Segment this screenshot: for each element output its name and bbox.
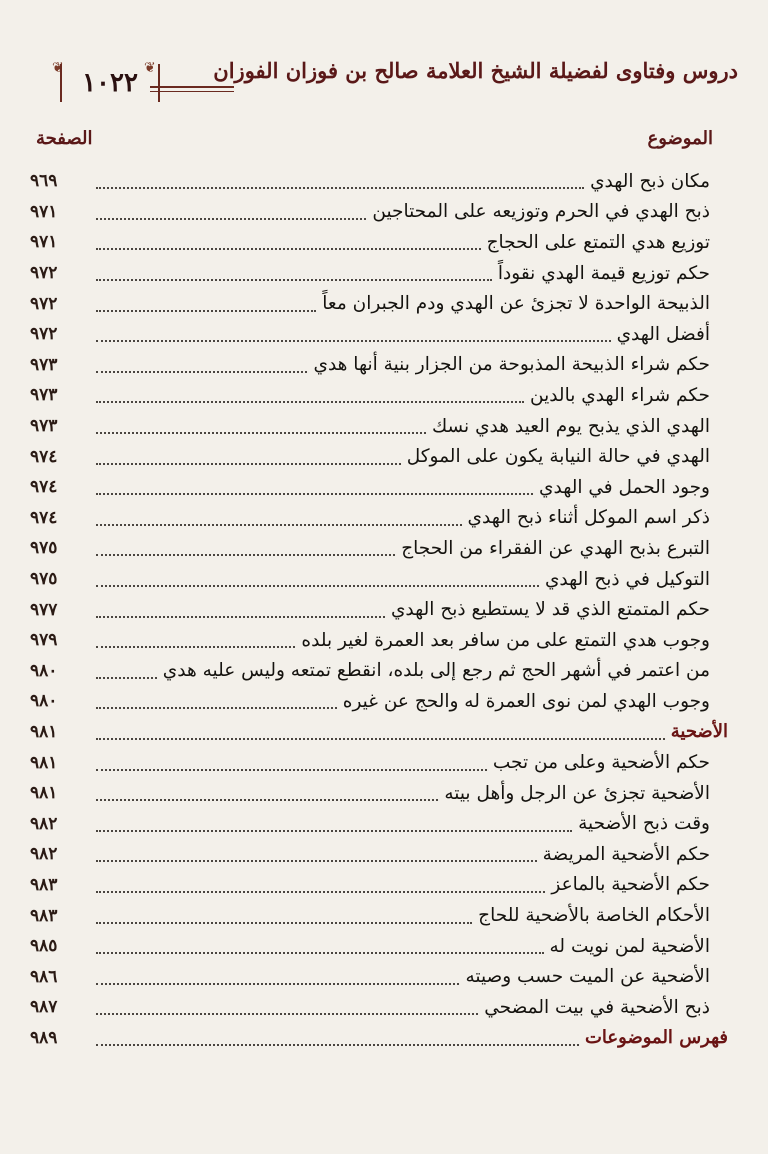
toc-list <box>30 166 728 1053</box>
leader-dots <box>96 540 395 556</box>
leader-dots <box>96 234 481 250</box>
toc-entry-page: ٩٧٧ <box>30 599 58 620</box>
toc-entry <box>30 350 728 381</box>
leader-dots <box>96 632 295 648</box>
toc-entry-page: ٩٨٧ <box>30 997 58 1018</box>
toc-entry-page: ٩٧٣ <box>30 354 58 375</box>
toc-entry-page: ٩٧٢ <box>30 324 58 345</box>
toc-entry-title: حكم شراء الهدي بالدين <box>529 384 710 406</box>
toc-entry-title: مكان ذبح الهدي <box>590 170 710 192</box>
toc-entry-title: حكم شراء الذبيحة المذبوحة من الجزار بنية أنها هدي <box>313 354 710 376</box>
leader-dots <box>96 908 472 924</box>
leader-dots <box>96 816 572 832</box>
toc-entry-title: الأحكام الخاصة بالأضحية للحاج <box>478 905 710 927</box>
toc-entry <box>30 961 728 992</box>
toc-entry-page: ٩٨٠ <box>30 691 58 712</box>
toc-entry <box>30 808 728 839</box>
leader-dots <box>96 938 544 954</box>
leader-dots <box>96 479 533 495</box>
toc-entry-page: ٩٦٩ <box>30 171 58 192</box>
toc-entry <box>30 900 728 931</box>
leader-dots <box>96 755 487 771</box>
toc-entry <box>30 380 728 411</box>
leader-dots <box>96 204 366 220</box>
toc-entry-title: وقت ذبح الأضحية <box>578 813 710 835</box>
toc-entry-title: الأضحية عن الميت حسب وصيته <box>465 966 710 988</box>
leader-dots <box>96 449 401 465</box>
toc-entry-title: حكم الأضحية بالماعز <box>551 874 710 896</box>
toc-entry <box>30 625 728 656</box>
toc-entry <box>30 411 728 442</box>
toc-entry-page: ٩٧٣ <box>30 385 58 406</box>
toc-entry-page: ٩٧١ <box>30 232 58 253</box>
toc-entry-title: حكم توزيع قيمة الهدي نقوداً <box>497 262 710 284</box>
toc-entry-title: ذبح الهدي في الحرم وتوزيعه على المحتاجين <box>372 201 710 223</box>
toc-entry <box>30 564 728 595</box>
toc-entry-title: فهرس الموضوعات <box>584 1027 728 1049</box>
leader-dots <box>96 663 157 679</box>
leader-dots <box>96 724 665 740</box>
toc-entry-page: ٩٧٥ <box>30 538 58 559</box>
toc-entry-title: الذبيحة الواحدة لا تجزئ عن الهدي ودم الجبران معاً <box>322 293 710 315</box>
toc-entry <box>30 227 728 258</box>
leader-dots <box>96 326 611 342</box>
toc-entry-page: ٩٨٢ <box>30 844 58 865</box>
toc-entry <box>30 319 728 350</box>
toc-entry-page: ٩٨١ <box>30 721 58 742</box>
toc-entry-page: ٩٧٣ <box>30 416 58 437</box>
toc-entry <box>30 778 728 809</box>
header-rule <box>150 86 234 88</box>
toc-section-heading <box>30 717 728 748</box>
toc-entry <box>30 594 728 625</box>
toc-entry-page: ٩٧٥ <box>30 569 58 590</box>
toc-entry-page: ٩٨١ <box>30 783 58 804</box>
toc-entry-title: أفضل الهدي <box>616 323 710 345</box>
toc-entry <box>30 166 728 197</box>
toc-entry-page: ٩٧٤ <box>30 507 58 528</box>
toc-entry-title: وجود الحمل في الهدي <box>539 476 710 498</box>
toc-entry <box>30 870 728 901</box>
page-number: ١٠٢٢ <box>60 64 160 102</box>
toc-entry-page: ٩٧٤ <box>30 477 58 498</box>
toc-entry-title: التبرع بذبح الهدي عن الفقراء من الحجاج <box>401 537 710 559</box>
toc-entry-title: حكم الأضحية وعلى من تجب <box>492 752 710 774</box>
leader-dots <box>96 1030 579 1046</box>
toc-entry <box>30 992 728 1023</box>
toc-entry <box>30 288 728 319</box>
toc-entry-title: ذبح الأضحية في بيت المضحي <box>484 996 710 1018</box>
leader-dots <box>96 999 478 1015</box>
leader-dots <box>96 510 462 526</box>
toc-section-heading <box>30 1023 728 1054</box>
leader-dots <box>96 969 459 985</box>
toc-entry-page: ٩٨٣ <box>30 905 58 926</box>
toc-entry-page: ٩٧٢ <box>30 293 58 314</box>
toc-entry-page: ٩٨٩ <box>30 1027 58 1048</box>
toc-entry-title: التوكيل في ذبح الهدي <box>544 568 710 590</box>
toc-entry-title: الأضحية <box>670 721 728 743</box>
leader-dots <box>96 571 539 587</box>
leader-dots <box>96 173 584 189</box>
page-header <box>30 58 738 106</box>
toc-entry-title: حكم المتمتع الذي قد لا يستطيع ذبح الهدي <box>390 599 710 621</box>
ornament-icon: ❦ <box>144 60 156 76</box>
toc-entry-title: الهدي الذي يذبح يوم العيد هدي نسك <box>431 415 710 437</box>
toc-entry <box>30 931 728 962</box>
toc-entry-page: ٩٨٥ <box>30 936 58 957</box>
leader-dots <box>96 296 316 312</box>
page-column-heading: الصفحة <box>36 128 93 149</box>
toc-entry <box>30 441 728 472</box>
toc-entry-page: ٩٨١ <box>30 752 58 773</box>
toc-entry <box>30 686 728 717</box>
topic-column-heading: الموضوع <box>647 128 713 149</box>
ornament-icon: ❦ <box>52 60 64 76</box>
toc-entry <box>30 258 728 289</box>
toc-entry-title: وجوب الهدي لمن نوى العمرة له والحج عن غيره <box>342 690 710 712</box>
running-title: دروس وفتاوى لفضيلة الشيخ العلامة صالح بن فوزان الفوزان <box>213 58 738 83</box>
toc-entry <box>30 197 728 228</box>
leader-dots <box>96 846 537 862</box>
toc-entry-title: الهدي في حالة النيابة يكون على الموكل <box>406 446 710 468</box>
header-rule <box>150 91 234 92</box>
leader-dots <box>96 418 426 434</box>
toc-entry <box>30 839 728 870</box>
toc-entry-title: حكم الأضحية المريضة <box>542 843 710 865</box>
toc-entry-page: ٩٧٩ <box>30 630 58 651</box>
leader-dots <box>96 387 524 403</box>
leader-dots <box>96 265 492 281</box>
page-number-frame <box>30 60 230 100</box>
toc-entry-title: من اعتمر في أشهر الحج ثم رجع إلى بلده، انقطع تمتعه وليس عليه هدي <box>162 660 710 682</box>
toc-entry-title: ذكر اسم الموكل أثناء ذبح الهدي <box>467 507 710 529</box>
leader-dots <box>96 357 307 373</box>
toc-entry <box>30 656 728 687</box>
toc-entry-page: ٩٨٣ <box>30 874 58 895</box>
toc-entry-title: الأضحية تجزئ عن الرجل وأهل بيته <box>444 782 710 804</box>
leader-dots <box>96 785 438 801</box>
leader-dots <box>96 693 337 709</box>
toc-entry-page: ٩٨٢ <box>30 813 58 834</box>
leader-dots <box>96 877 545 893</box>
toc-entry-page: ٩٨٠ <box>30 660 58 681</box>
leader-dots <box>96 602 385 618</box>
toc-entry <box>30 503 728 534</box>
toc-entry-title: وجوب هدي التمتع على من سافر بعد العمرة لغير بلده <box>301 629 710 651</box>
toc-entry-page: ٩٧٤ <box>30 446 58 467</box>
toc-entry <box>30 472 728 503</box>
toc-entry <box>30 533 728 564</box>
toc-entry-page: ٩٨٦ <box>30 966 58 987</box>
toc-entry-page: ٩٧٢ <box>30 263 58 284</box>
toc-entry-page: ٩٧١ <box>30 201 58 222</box>
toc-entry-title: توزيع هدي التمتع على الحجاج <box>486 231 710 253</box>
toc-entry-title: الأضحية لمن نويت له <box>549 935 710 957</box>
toc-entry <box>30 747 728 778</box>
